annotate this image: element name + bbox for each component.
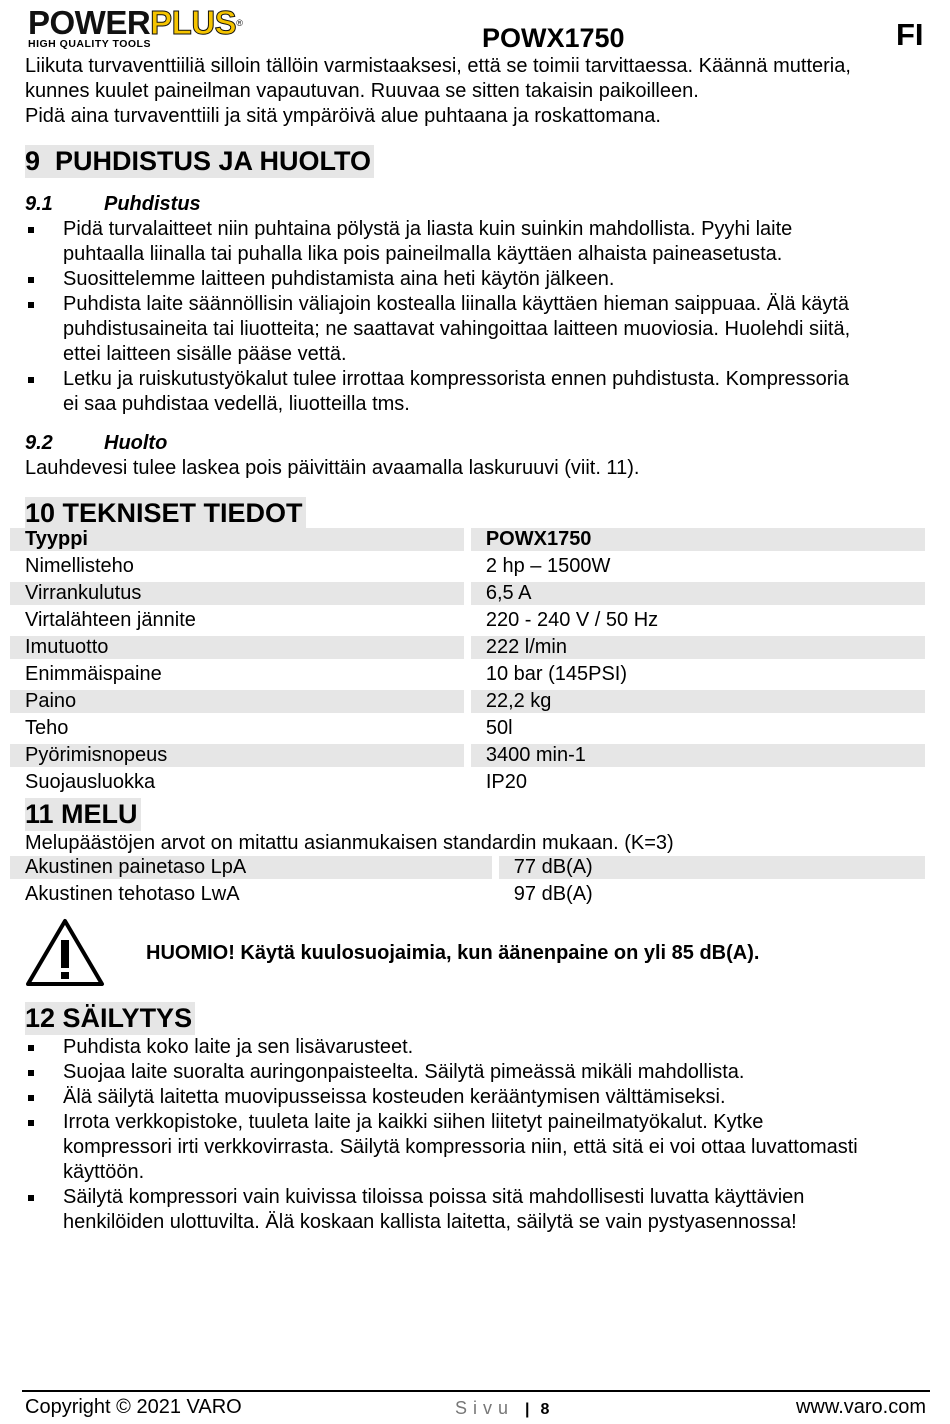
list-line: Suojaa laite suoralta auringonpaisteelta. Säilytä pimeässä mikäli mahdollista.: [63, 1061, 745, 1083]
intro-line: Pidä aina turvaventtiili ja sitä ympäröivä alue puhtaana ja roskattomana.: [25, 105, 661, 127]
table-cell-gap: [464, 555, 471, 578]
table-cell-label: Nimellisteho: [25, 555, 134, 577]
section-12-title: 12 SÄILYTYS: [25, 1002, 195, 1035]
intro-line: kunnes kuulet paineilman vapautuvan. Ruuvaa se sitten takaisin paikoilleen.: [25, 80, 699, 102]
list-line: Säilytä kompressori vain kuivissa tiloissa poissa sitä mahdollisesti luvatta käyttävien: [63, 1186, 805, 1208]
logo-wordmark: [28, 6, 288, 40]
page-separator: |: [525, 1401, 530, 1418]
table-cell-label: Virrankulutus: [10, 582, 464, 605]
section-9-1-heading: [25, 192, 925, 217]
list-item: [25, 1035, 925, 1060]
table-row: [10, 582, 925, 605]
table-cell-label: Akustinen painetaso LpA: [10, 856, 492, 879]
table-cell-value: 50l: [485, 717, 513, 739]
spec-table: [10, 524, 925, 798]
table-row: [10, 690, 925, 713]
header-model: POWX1750: [482, 23, 625, 53]
logo-accent: PLUS: [150, 4, 237, 41]
table-cell-value: 10 bar (145PSI): [485, 663, 628, 685]
list-line: Suosittelemme laitteen puhdistamista aina heti käytön jälkeen.: [63, 268, 615, 290]
table-cell-value: 220 - 240 V / 50 Hz: [485, 609, 659, 631]
table-cell-gap: [464, 717, 471, 740]
list-line: Pidä turvalaitteet niin puhtaina pölystä ja liasta kuin suinkin mahdollista. Pyyhi laite: [63, 218, 793, 240]
hearing-warning: [25, 918, 925, 988]
table-row: [10, 609, 925, 632]
section-9-2-heading: [25, 431, 925, 456]
list-line: puhtaalla liinalla tai puhalla lika pois paineilmalla käyttäen alhaista paineasetusta.: [63, 243, 783, 265]
footer-copyright: Copyright © 2021 VARO: [25, 1396, 242, 1418]
list-line: henkilöiden ulottuvilta. Älä koskaan kallista laitetta, säilytä se vain pystyasennossa!: [63, 1211, 797, 1233]
noise-intro: Melupäästöjen arvot on mitattu asianmukaisen standardin mukaan. (K=3): [25, 832, 674, 854]
noise-table: [10, 852, 925, 910]
table-row: [10, 555, 925, 578]
heading-text: Puhdistus: [104, 193, 201, 215]
list-line: puhdistusaineita tai liuotteita; ne saattavat vahingoittaa laitteen muoviosia. Huolehdi siitä,: [63, 318, 851, 340]
storage-list: [25, 1035, 925, 1235]
list-line: Puhdista laite säännöllisin väliajoin kostealla liinalla käyttäen hieman saippuaa. Älä käytä: [63, 293, 850, 315]
table-cell-label: Imutuotto: [10, 636, 464, 659]
table-row: [10, 663, 925, 686]
table-row: [10, 856, 925, 879]
footer-divider: [22, 1390, 930, 1392]
footer-page: [455, 1396, 549, 1422]
table-cell-value: IP20: [485, 771, 527, 793]
table-cell-label: Enimmäispaine: [25, 663, 162, 685]
header-language: FI: [896, 17, 924, 52]
cleaning-list: [25, 217, 925, 417]
table-row: [10, 883, 925, 906]
list-line: Letku ja ruiskutustyökalut tulee irrottaa kompressorista ennen puhdistusta. Kompressoria: [63, 368, 849, 390]
table-cell-label: Akustinen tehotaso LwA: [25, 883, 240, 905]
page-content: [25, 54, 925, 1235]
maintenance-text: Lauhdevesi tulee laskea pois päivittäin avaamalla laskuruuvi (viit. 11).: [25, 457, 640, 479]
table-cell-label: Teho: [25, 717, 69, 739]
list-item: [25, 1185, 925, 1235]
intro-line: Liikuta turvaventtiiliä silloin tällöin varmistaaksesi, että se toimii tarvittaessa. Käännä mutteria,: [25, 55, 851, 77]
list-line: Irrota verkkopistoke, tuuleta laite ja kaikki siihen liitetyt paineilmatyökalut. Kytke: [63, 1111, 764, 1133]
section-11-title: 11 MELU: [25, 798, 141, 831]
table-row: [10, 528, 925, 551]
list-line: käyttöön.: [63, 1161, 145, 1183]
list-line: kompressori irti verkkovirrasta. Säilytä kompressoria niin, että sitä ei voi ottaa luvattomasti: [63, 1136, 858, 1158]
table-cell-value: 77 dB(A): [499, 856, 925, 879]
list-line: Älä säilytä laitetta muovipusseissa kosteuden kerääntymisen välttämiseksi.: [63, 1086, 726, 1108]
list-item: [25, 292, 925, 367]
table-cell-gap: [464, 609, 471, 632]
list-item: [25, 367, 925, 417]
list-line: ei saa puhdistaa vedellä, liuotteilla tms.: [63, 393, 410, 415]
table-cell-value: 3400 min-1: [471, 744, 925, 767]
list-item: [25, 1060, 925, 1085]
table-cell-gap: [464, 636, 471, 659]
list-item: [25, 1110, 925, 1185]
logo-registered: ®: [236, 18, 243, 28]
table-cell-label: Pyörimisnopeus: [10, 744, 464, 767]
table-cell-value: 222 l/min: [471, 636, 925, 659]
list-item: [25, 217, 925, 267]
table-cell-gap: [464, 771, 471, 794]
heading-text: Huolto: [104, 432, 168, 454]
section-10-title: 10 TEKNISET TIEDOT: [25, 497, 306, 530]
table-row: [10, 717, 925, 740]
page-number: 8: [540, 1401, 550, 1418]
page-label: Sivu: [455, 1398, 515, 1418]
warning-text: HUOMIO! Käytä kuulosuojaimia, kun äänenpaine on yli 85 dB(A).: [146, 941, 760, 964]
list-line: ettei laitteen sisälle pääse vettä.: [63, 343, 347, 365]
footer-website: www.varo.com: [795, 1396, 926, 1418]
table-cell-value: 97 dB(A): [513, 883, 593, 905]
list-line: Puhdista koko laite ja sen lisävarusteet.: [63, 1036, 414, 1058]
table-cell-label: Virtalähteen jännite: [25, 609, 196, 631]
table-cell-label: Suojausluokka: [25, 771, 156, 793]
table-cell-value: 22,2 kg: [471, 690, 925, 713]
table-cell-gap: [464, 582, 471, 605]
heading-number: 9.2: [25, 432, 53, 454]
table-row: [10, 636, 925, 659]
section-9-title: 9 PUHDISTUS JA HUOLTO: [25, 145, 374, 178]
table-cell-value: POWX1750: [471, 528, 925, 551]
table-cell-gap: [492, 856, 499, 879]
table-cell-gap: [492, 883, 499, 906]
logo-tagline: HIGH QUALITY TOOLS: [28, 38, 151, 50]
brand-logo: [28, 6, 288, 50]
intro-paragraph: [25, 54, 925, 129]
table-cell-label: Paino: [10, 690, 464, 713]
table-cell-value: 2 hp – 1500W: [485, 555, 611, 577]
list-item: [25, 1085, 925, 1110]
table-cell-gap: [464, 690, 471, 713]
warning-triangle-icon: [25, 918, 105, 988]
table-row: [10, 744, 925, 767]
table-cell-gap: [464, 744, 471, 767]
table-cell-gap: [464, 663, 471, 686]
table-cell-label: Tyyppi: [10, 528, 464, 551]
list-item: [25, 267, 925, 292]
heading-number: 9.1: [25, 193, 53, 215]
logo-main: POWER: [28, 4, 151, 41]
table-cell-value: 6,5 A: [471, 582, 925, 605]
table-row: [10, 771, 925, 794]
table-cell-gap: [464, 528, 471, 551]
